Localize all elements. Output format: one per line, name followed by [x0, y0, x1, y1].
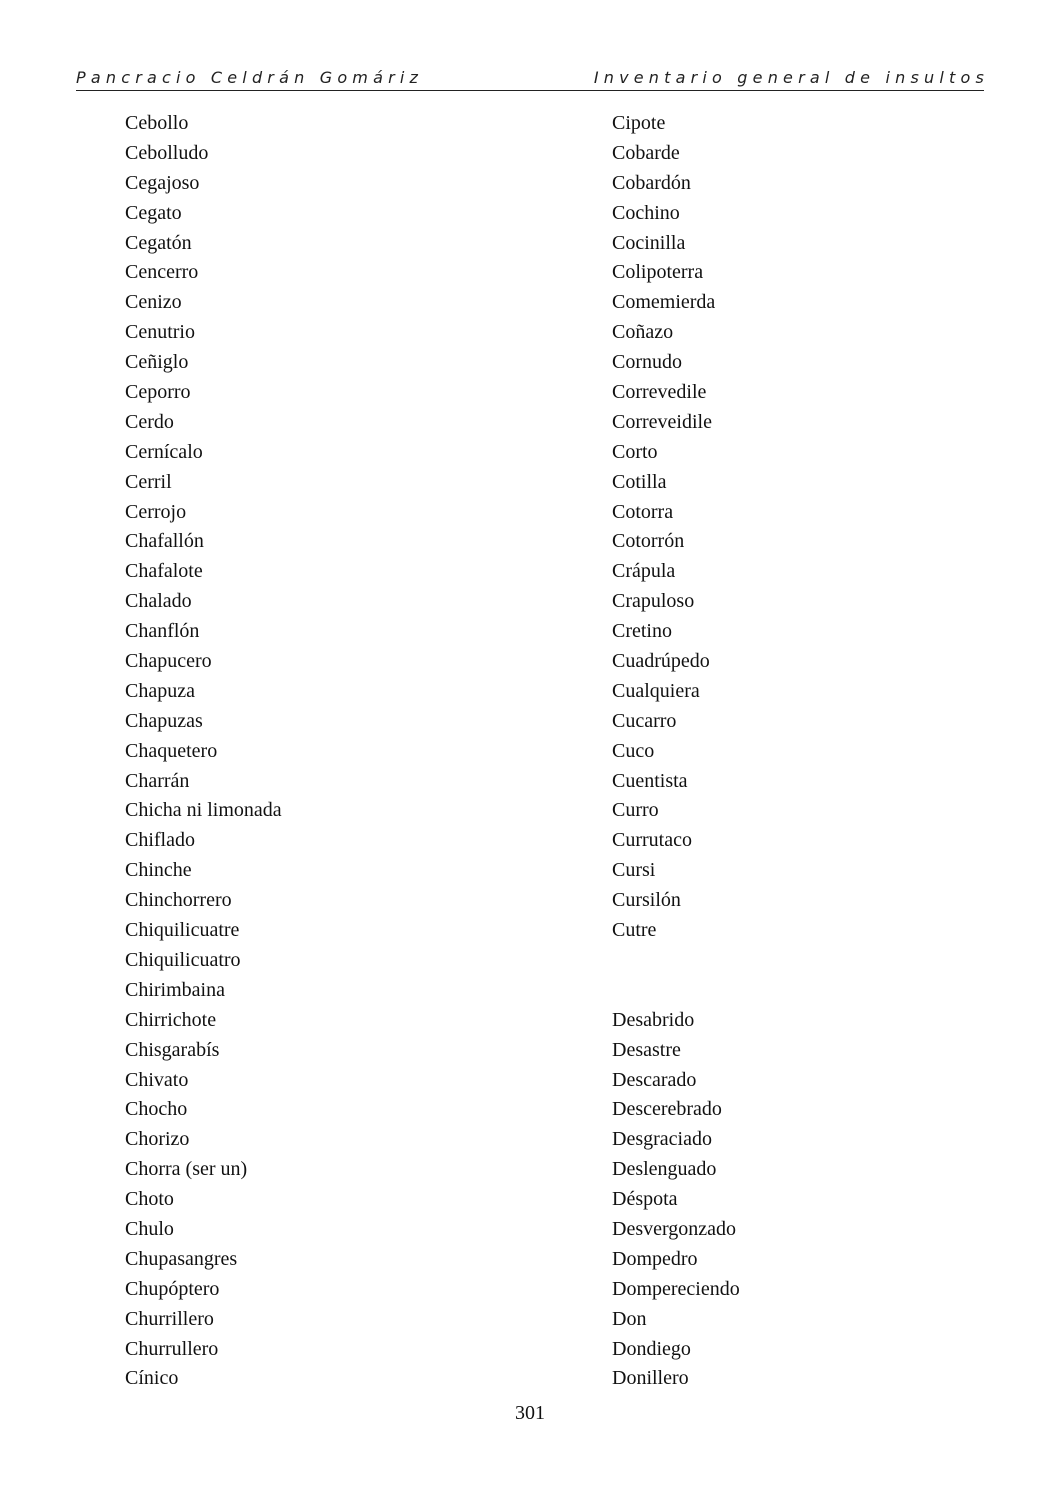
word-entry: Cegajoso	[125, 171, 200, 194]
word-entry: Chocho	[125, 1098, 188, 1121]
word-entry: Cobarde	[612, 141, 680, 164]
word-entry: Chorizo	[125, 1128, 190, 1151]
word-entry: Cochino	[612, 201, 680, 224]
word-entry: Cuco	[612, 739, 655, 762]
word-entry: Chupóptero	[125, 1277, 220, 1300]
word-entry: Cipote	[612, 112, 666, 134]
word-entry: Chiquilicuatre	[125, 919, 240, 942]
word-entry: Cutre	[612, 919, 657, 942]
word-entry: Cerdo	[125, 410, 174, 433]
word-entry: Cocinilla	[612, 231, 686, 254]
word-list-right	[612, 109, 740, 1394]
word-entry: Chiquilicuatro	[125, 948, 241, 971]
word-entry: Chafallón	[125, 530, 204, 553]
word-entry: Corto	[612, 440, 658, 463]
word-entry: Currutaco	[612, 829, 692, 852]
header-book-title: Inventario general de insultos	[593, 68, 989, 87]
word-entry: Cenizo	[125, 291, 182, 314]
word-entry: Chinche	[125, 859, 192, 882]
word-entry: Donillero	[612, 1367, 689, 1390]
word-entry: Cuentista	[612, 769, 688, 792]
word-entry: Cebolludo	[125, 141, 209, 164]
word-entry: Cotilla	[612, 470, 667, 493]
word-entry: Descerebrado	[612, 1098, 722, 1121]
word-entry: Chiflado	[125, 829, 195, 852]
word-entry: Chorra (ser un)	[125, 1158, 248, 1181]
word-entry: Chapuzas	[125, 709, 203, 732]
word-entry: Desvergonzado	[612, 1217, 737, 1240]
word-entry: Déspota	[612, 1188, 678, 1211]
word-entry: Chafalote	[125, 560, 203, 583]
word-list-left	[125, 109, 282, 1394]
word-entry: Cucarro	[612, 709, 677, 732]
word-entry: Cerrojo	[125, 500, 187, 523]
header-author: Pancracio Celdrán Gomáriz	[76, 68, 424, 87]
word-entry: Chisgarabís	[125, 1038, 220, 1061]
word-entry: Coñazo	[612, 321, 674, 344]
word-entry: Correveidile	[612, 410, 712, 433]
word-entry: Deslenguado	[612, 1158, 717, 1181]
word-entry: Chapuza	[125, 679, 195, 702]
word-entry: Crapuloso	[612, 590, 695, 613]
word-entry: Chinchorrero	[125, 889, 232, 912]
word-entry: Desastre	[612, 1038, 681, 1061]
word-entry: Dondiego	[612, 1337, 691, 1360]
word-entry: Don	[612, 1307, 647, 1330]
word-entry: Descarado	[612, 1068, 697, 1091]
word-entry: Churrillero	[125, 1307, 214, 1330]
word-entry: Cínico	[125, 1367, 179, 1390]
word-entry: Chaquetero	[125, 739, 218, 762]
word-entry: Correvedile	[612, 381, 707, 404]
word-entry: Chupasangres	[125, 1247, 238, 1270]
word-entry: Cursilón	[612, 889, 681, 912]
word-entry: Colipoterra	[612, 261, 704, 284]
word-entry: Cuadrúpedo	[612, 650, 710, 673]
word-entry: Cretino	[612, 620, 672, 643]
page-number: 301	[515, 1402, 545, 1424]
word-entry: Chirimbaina	[125, 978, 225, 1001]
word-entry: Chivato	[125, 1068, 189, 1091]
word-entry: Charrán	[125, 769, 190, 792]
word-entry: Chulo	[125, 1217, 174, 1240]
running-header	[76, 66, 989, 91]
word-entry: Cernícalo	[125, 440, 203, 463]
word-entry: Chicha ni limonada	[125, 799, 282, 822]
word-entry: Cerril	[125, 470, 172, 493]
word-entry: Curro	[612, 799, 659, 822]
word-entry: Cornudo	[612, 351, 682, 374]
word-entry: Ceñiglo	[125, 351, 189, 374]
word-entry: Crápula	[612, 560, 676, 583]
word-entry: Cobardón	[612, 171, 691, 194]
word-entry: Cotorrón	[612, 530, 685, 553]
word-entry: Cotorra	[612, 500, 674, 523]
word-entry: Churrullero	[125, 1337, 219, 1360]
word-entry: Cegato	[125, 201, 182, 224]
word-entry: Choto	[125, 1188, 174, 1211]
word-entry: Desgraciado	[612, 1128, 712, 1151]
word-entry: Cualquiera	[612, 679, 700, 702]
word-entry: Chapucero	[125, 650, 212, 673]
word-entry: Chalado	[125, 590, 192, 613]
word-entry: Ceporro	[125, 381, 191, 404]
word-entry: Desabrido	[612, 1008, 695, 1031]
word-entry: Cebollo	[125, 112, 189, 134]
word-entry: Cencerro	[125, 261, 199, 284]
word-entry: Cenutrio	[125, 321, 195, 344]
word-entry: Cursi	[612, 859, 656, 882]
word-entry: Chanflón	[125, 620, 200, 643]
word-entry: Dompereciendo	[612, 1277, 740, 1300]
word-entry: Dompedro	[612, 1247, 698, 1270]
word-entry: Chirrichote	[125, 1008, 217, 1031]
word-entry: Comemierda	[612, 291, 716, 314]
word-entry	[612, 946, 740, 976]
word-entry: Cegatón	[125, 231, 192, 254]
word-entry	[612, 976, 740, 1006]
